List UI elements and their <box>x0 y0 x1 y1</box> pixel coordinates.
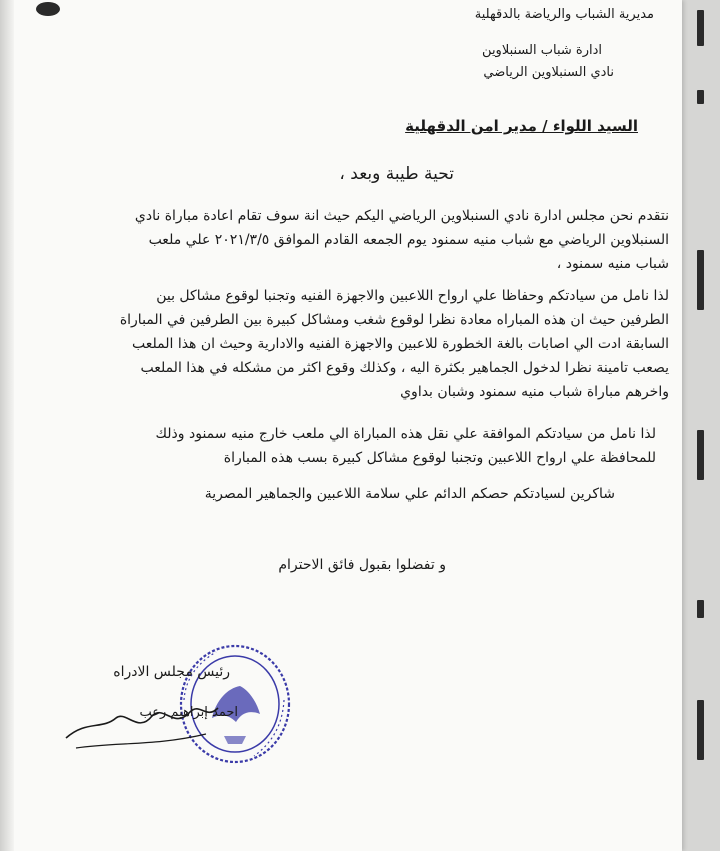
letterhead-line-1: مديرية الشباب والرياضة بالدقهلية <box>474 7 654 22</box>
paragraph-line: واخرهم مباراة شباب منيه سمنود وشبان بداوي <box>400 384 669 400</box>
paragraph-request <box>64 284 669 404</box>
binder-mark <box>697 10 704 46</box>
page-left-edge <box>0 0 14 851</box>
closing-line: و تفضلوا بقبول فائق الاحترام <box>278 557 446 573</box>
punch-hole <box>36 2 60 16</box>
binder-mark <box>697 250 704 310</box>
paragraph-thanks <box>140 482 615 506</box>
paragraph-line: الطرفين حيث ان هذه المباراه معادة نظرا لوقوع شغب ومشاكل كبيرة بين الطرفين في المباراة <box>119 312 669 328</box>
letterhead-line-2: ادارة شباب السنبلاوين <box>482 43 602 58</box>
greeting: تحية طيبة وبعد ، <box>339 164 454 184</box>
binder-mark <box>697 90 704 104</box>
paragraph-line: شباب منيه سمنود ، <box>556 256 669 272</box>
paragraph-line: لذا نامل من سيادتكم وحفاظا علي ارواح اللاعبين والاجهزة الفنيه وتجنبا لوقوع مشاكل بين <box>156 288 669 304</box>
chairman-title: رئيس مجلس الادراه <box>113 664 230 680</box>
addressee: السيد اللواء / مدير امن الدقهلية <box>405 117 638 135</box>
paragraph-line: نتقدم نحن مجلس ادارة نادي السنبلاوين الرياضي اليكم حيث انة سوف تقام اعادة مباراة نادي <box>134 208 669 224</box>
paragraph-transfer <box>96 422 656 470</box>
letterhead-line-3: نادي السنبلاوين الرياضي <box>483 65 614 80</box>
paragraph-line: للمحافظة علي ارواح اللاعبين وتجنبا لوقوع مشاكل كبيرة بسب هذه المباراة <box>223 450 656 466</box>
paragraph-intro <box>64 204 669 276</box>
handwritten-signature <box>56 690 226 764</box>
thanks-line: شاكرين لسيادتكم حصكم الدائم علي سلامة اللاعبين والجماهير المصرية <box>204 486 615 502</box>
binder-mark <box>697 700 704 760</box>
chairman-name: احمد إبراهيم رعب <box>139 705 238 720</box>
binder-mark <box>697 600 704 618</box>
binder-mark <box>697 430 704 480</box>
paragraph-line: يصعب تامينة نظرا لدخول الجماهير بكثرة اليه ، وكذلك وقوع اكثر من مشكله في هذا الملعب <box>140 360 669 376</box>
paragraph-line: السابقة ادت الي اصابات بالغة الخطورة للاعبين والاجهزة الفنيه والادارية وحيث ان هذا الملعب <box>131 336 669 352</box>
paragraph-line: لذا نامل من سيادتكم الموافقة علي نقل هذه المباراة الي ملعب خارج منيه سمنود وذلك <box>155 426 656 442</box>
paragraph-line: السنبلاوين الرياضي مع شباب منيه سمنود يوم الجمعه القادم الموافق ٢٠٢١/٣/٥ علي ملعب <box>148 232 669 248</box>
